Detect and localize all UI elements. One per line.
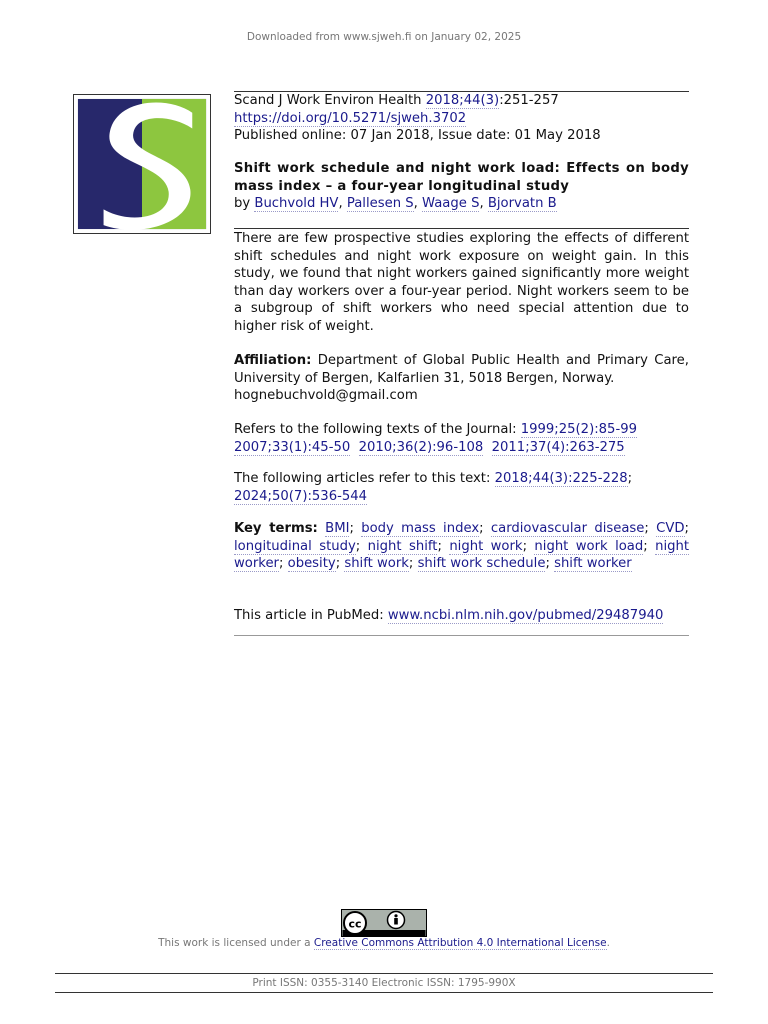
affiliation-label: Affiliation: [234,353,312,368]
pages: :251-257 [499,93,559,108]
bottom-rule [234,635,689,636]
key-term-link[interactable]: BMI [325,521,350,536]
author-email: hognebuchvold@gmail.com [234,388,418,403]
key-term-link[interactable]: obesity [287,556,336,571]
license-link[interactable]: Creative Commons Attribution 4.0 International License [313,937,607,949]
citing-link[interactable]: 2018;44(3):225-228 [494,471,628,486]
reference-link[interactable]: 2007;33(1):45-50 [234,439,351,455]
key-term-link[interactable]: shift work schedule [417,556,546,571]
svg-text:cc: cc [348,917,362,931]
volume-link[interactable]: 2018;44(3) [425,93,500,108]
publication-dates: Published online: 07 Jan 2018, Issue date: 01 May 2018 [234,128,601,143]
doi-link[interactable]: https://doi.org/10.5271/sjweh.3702 [234,110,467,126]
key-term-link[interactable]: night work [449,538,523,554]
license-line [0,937,768,949]
journal-name: Scand J Work Environ Health [234,93,422,108]
article-header [234,160,689,213]
affiliation-block [234,352,689,405]
key-term-link[interactable]: night shift [367,538,438,554]
key-term-link[interactable]: night worker [234,538,690,571]
key-terms-label: Key terms: [234,521,318,536]
key-term-link[interactable]: body mass index [361,521,480,536]
download-note: Downloaded from www.sjweh.fi on January 02, 2025 [246,31,522,43]
key-term-link[interactable]: cardiovascular disease [490,521,645,536]
key-term-link[interactable]: shift worker [554,556,632,571]
pubmed-block [234,607,689,625]
author-line: by Buchvold HV, Pallesen S, Waage S, Bjorvatn B [234,196,557,211]
article-summary: There are few prospective studies exploring the effects of different shift schedules and night work exposure on weight gain. In this study, we found that night workers gained significantly more weight than day workers over a four-year period. Night workers seem to be a subgroup of shift workers who need special attention due to higher risk of weight. [234,231,689,334]
license-prefix: This work is licensed under a [158,937,311,949]
citing-link[interactable]: 2024;50(7):536-544 [234,488,368,504]
by-label: by [234,196,251,211]
article-title: Shift work schedule and night work load: Effects on body mass index – a four-year longitudinal study [234,161,689,194]
cc-by-badge-icon[interactable] [341,909,427,937]
refers-to-block [234,421,689,456]
pubmed-label: This article in PubMed: [234,608,384,623]
reference-link[interactable]: 1999;25(2):85-99 [520,422,637,437]
citation-block [234,92,689,145]
referred-by-label: The following articles refer to this text: [234,471,491,486]
license-suffix: . [606,937,610,949]
author-link[interactable]: Buchvold HV [254,196,339,211]
key-term-link[interactable]: CVD [656,521,685,536]
referred-by-block: The following articles refer to this text: 2018;44(3):225-228; 2024;50(7):536-544 [234,471,633,504]
refers-to-label: Refers to the following texts of the Journal: [234,422,517,437]
citation-line [234,92,689,110]
key-terms-block: Key terms: BMI; body mass index; cardiovascular disease; CVD; longitudinal study; night shift; night work; night work load; night worker; obesity; shift work; shift work schedule; shift worker [234,521,690,571]
issn-bottom-rule [55,992,713,993]
reference-link[interactable]: 2010;36(2):96-108 [358,439,484,455]
pubmed-link[interactable]: www.ncbi.nlm.nih.gov/pubmed/29487940 [387,608,664,623]
reference-link[interactable]: 2011;37(4):263-275 [491,439,625,455]
affiliation-text: Department of Global Public Health and Primary Care, University of Bergen, Kalfarlien 31, 5018 Bergen, Norway. [234,353,689,386]
author-link[interactable]: Waage S [422,196,480,211]
issn-line: Print ISSN: 0355-3140 Electronic ISSN: 1795-990X [252,977,516,989]
issn-top-rule [55,973,713,974]
author-link[interactable]: Pallesen S [346,196,414,211]
key-term-link[interactable]: longitudinal study [234,538,356,554]
journal-logo [73,94,211,234]
key-term-link[interactable]: shift work [344,556,409,571]
author-link[interactable]: Bjorvatn B [487,196,557,211]
key-term-link[interactable]: night work load [534,538,644,554]
summary-rule [234,228,689,229]
journal-logo-icon [74,95,210,233]
